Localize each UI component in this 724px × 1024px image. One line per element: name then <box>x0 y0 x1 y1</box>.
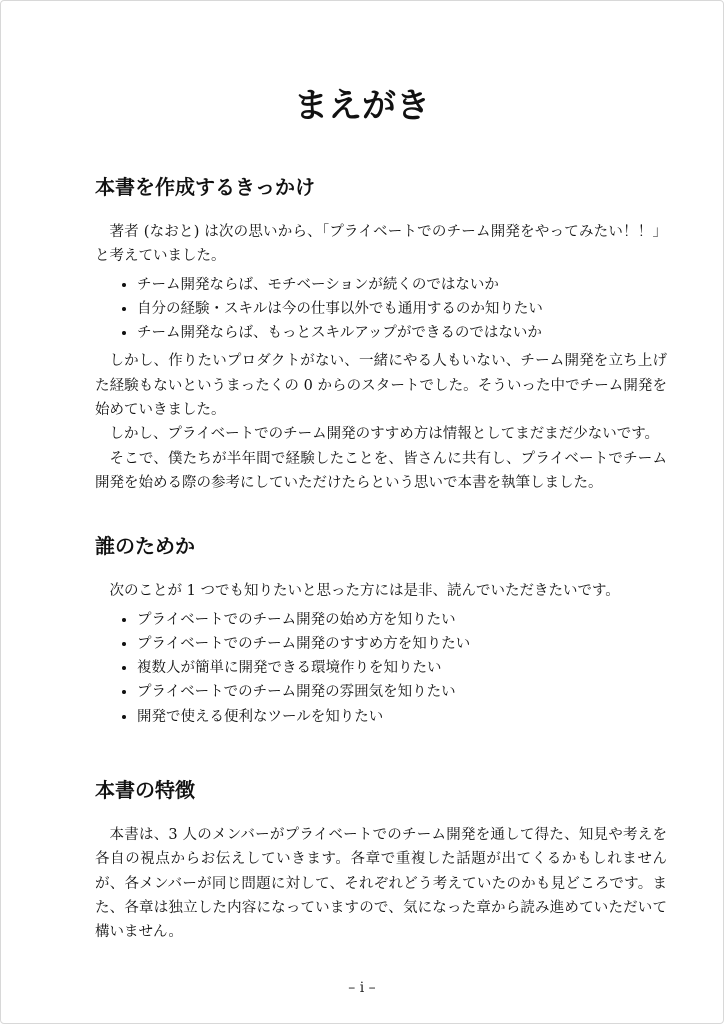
paragraph: しかし、プライベートでのチーム開発のすすめ方は情報としてまだまだ少ないです。 <box>109 426 660 443</box>
section-heading: 本書を作成するきっかけ <box>95 175 315 199</box>
paragraph: 本書は、3 人のメンバーがプライベートでのチーム開発を通して得た、知見や考えを各自の視点からお伝えしていきます。各章で重複した話題が出てくるかもしれませんが、各メンバーが同じ問題に対して、それぞれどう考えていたのかも見どころです。また、各章は独立した内容になっていますので、気になった章から読み進めていただいて構いません。 <box>95 827 667 941</box>
section-heading: 誰のためか <box>95 534 195 559</box>
list-item: • 開発で使える便利なツールを知りたい <box>137 705 667 729</box>
bullet-list <box>95 608 667 729</box>
paragraph: しかし、作りたいプロダクトがない、一緒にやる人もいない、チーム開発を立ち上げた経験もないというまったくの 0 からのスタートでした。そういった中でチーム開発を始めていきました。 <box>95 353 667 419</box>
list-item: • プライベートでのチーム開発のすすめ方を知りたい <box>137 632 667 656</box>
list-item: • チーム開発ならば、モチベーションが続くのではないか <box>137 273 667 297</box>
document-body <box>95 172 667 945</box>
section-features <box>95 775 667 944</box>
paragraph: そこで、僕たちが半年間で経験したことを、皆さんに共有し、プライベートでチーム開発を始める際の参考にしていただけたらという思いで本書を執筆しました。 <box>95 450 667 491</box>
list-item: • プライベートでのチーム開発の始め方を知りたい <box>137 608 667 632</box>
list-item: • 自分の経験・スキルは今の仕事以外でも通用するのか知りたい <box>137 297 667 321</box>
bullet-list <box>95 273 667 346</box>
section-audience <box>95 531 667 729</box>
list-item: • プライベートでのチーム開発の雰囲気を知りたい <box>137 680 667 704</box>
page-number: – i – <box>348 980 376 996</box>
paragraph: 次のことが 1 つでも知りたいと思った方には是非、読んでいただきたいです。 <box>109 583 620 600</box>
list-item: • 複数人が簡単に開発できる環境作りを知りたい <box>137 656 667 680</box>
list-item: • チーム開発ならば、もっとスキルアップができるのではないか <box>137 321 667 345</box>
section-motivation <box>95 172 667 495</box>
page-title: まえがき <box>294 86 430 126</box>
paragraph: 著者 (なおと) は次の思いから、「プライベートでのチーム開発をやってみたい！！」と考えていました。 <box>95 224 667 265</box>
section-heading: 本書の特徴 <box>95 778 195 803</box>
